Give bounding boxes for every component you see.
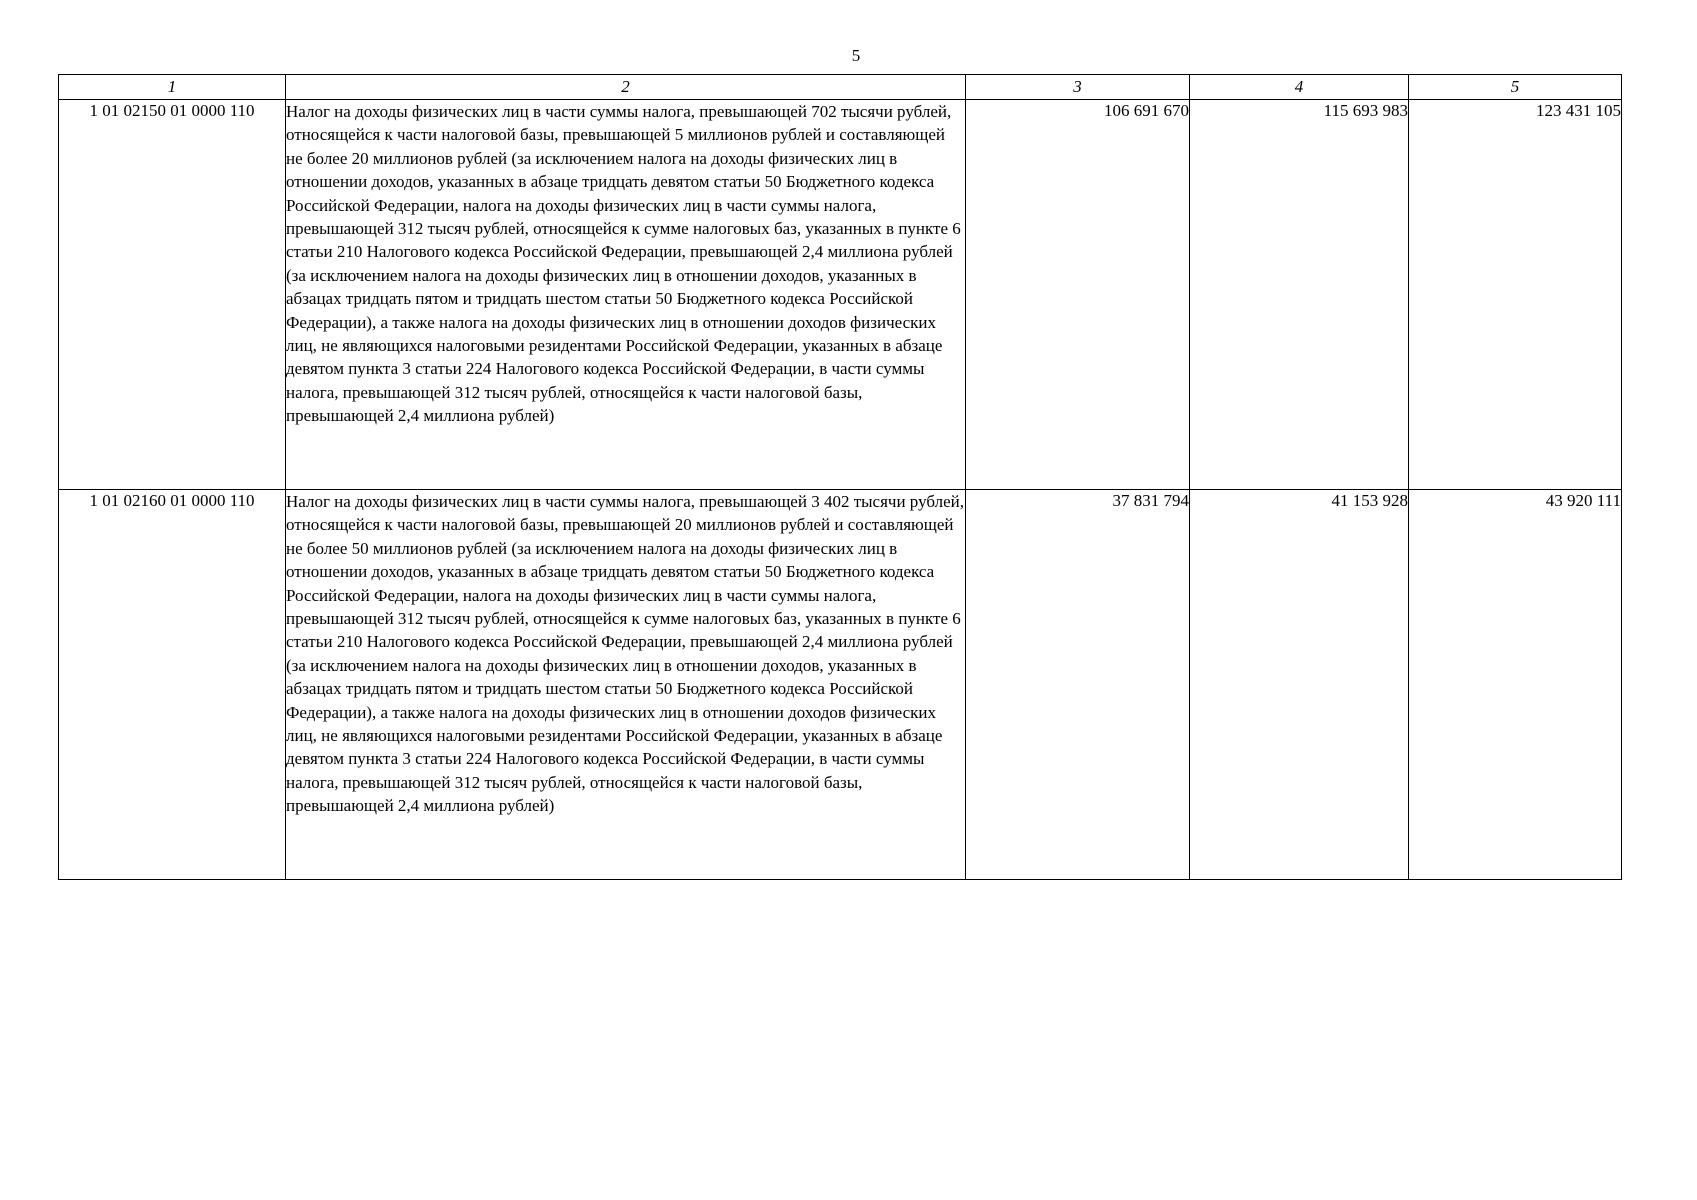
classification-code: 1 01 02150 01 0000 110 [59,100,286,490]
amount-col5: 43 920 111 [1409,490,1622,880]
table-row [59,490,1622,880]
classification-code: 1 01 02160 01 0000 110 [59,490,286,880]
amount-col3: 37 831 794 [966,490,1190,880]
amount-col4: 41 153 928 [1190,490,1409,880]
amount-col4: 115 693 983 [1190,100,1409,490]
page-number: 5 [851,46,861,65]
amount-col3: 106 691 670 [966,100,1190,490]
column-header-3: 3 [966,75,1190,100]
budget-table [58,74,1622,880]
column-header-4: 4 [1190,75,1409,100]
income-description: Налог на доходы физических лиц в части суммы налога, превышающей 702 тысячи рублей, относящейся к части налоговой базы, превышающей 5 миллионов рублей и составляющей не более 20 миллионов рублей (за исключением налога на доходы физических лиц в отношении доходов, указанных в абзаце тридцать девятом статьи 50 Бюджетного кодекса Российской Федерации, налога на доходы физических лиц в части суммы налога, превышающей 312 тысяч рублей, относящейся к сумме налоговых баз, указанных в пункте 6 статьи 210 Налогового кодекса Российской Федерации, превышающей 2,4 миллиона рублей (за исключением налога на доходы физических лиц в отношении доходов, указанных в абзацах тридцать пятом и тридцать шестом статьи 50 Бюджетного кодекса Российской Федерации), а также налога на доходы физических лиц в отношении доходов физических лиц, не являющихся налоговыми резидентами Российской Федерации, указанных в абзаце девятом пункта 3 статьи 224 Налогового кодекса Российской Федерации, в части суммы налога, превышающей 312 тысяч рублей, относящейся к части налоговой базы, превышающей 2,4 миллиона рублей) [286,100,966,490]
column-header-5: 5 [1409,75,1622,100]
table-row [59,100,1622,490]
column-header-1: 1 [59,75,286,100]
header-row [59,75,1622,100]
income-description: Налог на доходы физических лиц в части суммы налога, превышающей 3 402 тысячи рублей, относящейся к части налоговой базы, превышающей 20 миллионов рублей и составляющей не более 50 миллионов рублей (за исключением налога на доходы физических лиц в отношении доходов, указанных в абзаце тридцать девятом статьи 50 Бюджетного кодекса Российской Федерации, налога на доходы физических лиц в части суммы налога, превышающей 312 тысяч рублей, относящейся к сумме налоговых баз, указанных в пункте 6 статьи 210 Налогового кодекса Российской Федерации, превышающей 2,4 миллиона рублей (за исключением налога на доходы физических лиц в отношении доходов, указанных в абзацах тридцать пятом и тридцать шестом статьи 50 Бюджетного кодекса Российской Федерации), а также налога на доходы физических лиц в отношении доходов физических лиц, не являющихся налоговыми резидентами Российской Федерации, указанных в абзаце девятом пункта 3 статьи 224 Налогового кодекса Российской Федерации, в части суммы налога, превышающей 312 тысяч рублей, относящейся к части налоговой базы, превышающей 2,4 миллиона рублей) [286,490,966,880]
column-header-2: 2 [286,75,966,100]
amount-col5: 123 431 105 [1409,100,1622,490]
